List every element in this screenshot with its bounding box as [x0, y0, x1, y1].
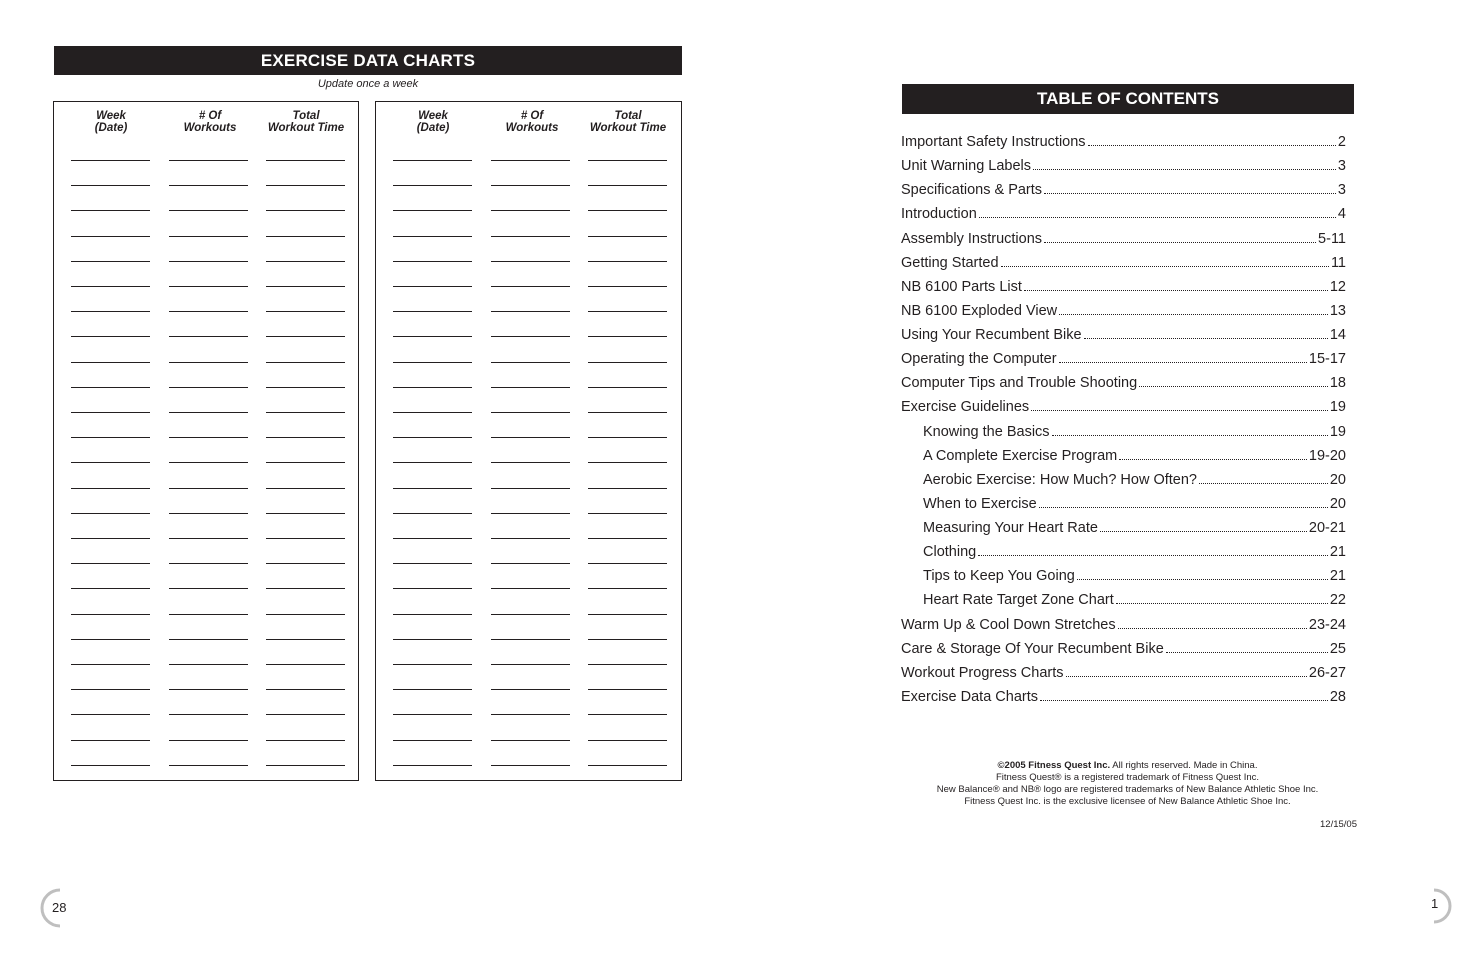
blank-entry-line[interactable]	[71, 236, 150, 237]
blank-entry-line[interactable]	[266, 261, 345, 262]
toc-dot-leader	[1024, 290, 1328, 291]
blank-entry-line[interactable]	[491, 588, 570, 589]
blank-entry-line[interactable]	[393, 362, 472, 363]
blank-entry-line[interactable]	[393, 488, 472, 489]
toc-dot-leader	[1001, 266, 1329, 267]
toc-entry-page: 20	[1329, 496, 1346, 512]
column-header-line1: Total	[614, 110, 642, 122]
toc-entry-title: Tips to Keep You Going	[923, 568, 1075, 584]
toc-dot-leader	[1066, 676, 1307, 677]
blank-entry-line[interactable]	[393, 185, 472, 186]
toc-entry-title: Unit Warning Labels	[901, 158, 1032, 174]
blank-entry-line[interactable]	[71, 488, 150, 489]
toc-entry[interactable]	[901, 371, 1346, 391]
blank-entry-line[interactable]	[169, 185, 248, 186]
blank-entry-line[interactable]	[266, 614, 345, 615]
blank-entry-line[interactable]	[266, 513, 345, 514]
blank-entry-line[interactable]	[169, 387, 248, 388]
toc-dot-leader	[1119, 459, 1307, 460]
toc-entry-page: 20	[1329, 472, 1346, 488]
toc-entry[interactable]	[901, 251, 1346, 271]
blank-entry-line[interactable]	[169, 689, 248, 690]
blank-entry-line[interactable]	[169, 311, 248, 312]
blank-entry-line[interactable]	[393, 311, 472, 312]
column-header-line2: (Date)	[94, 122, 128, 134]
blank-entry-line[interactable]	[71, 160, 150, 161]
blank-entry-line[interactable]	[393, 513, 472, 514]
toc-entry-page: 19-20	[1308, 448, 1346, 464]
toc-entry-page: 19	[1329, 399, 1346, 415]
blank-entry-line[interactable]	[588, 236, 667, 237]
blank-entry-line[interactable]	[169, 261, 248, 262]
blank-entry-line[interactable]	[588, 513, 667, 514]
toc-entry-title: Operating the Computer	[901, 351, 1057, 367]
blank-entry-line[interactable]	[266, 538, 345, 539]
blank-entry-line[interactable]	[266, 362, 345, 363]
blank-entry-line[interactable]	[588, 286, 667, 287]
blank-entry-line[interactable]	[588, 740, 667, 741]
toc-entry-page: 20-21	[1308, 520, 1346, 536]
toc-entry-page: 13	[1329, 303, 1346, 319]
blank-entry-line[interactable]	[491, 488, 570, 489]
blank-entry-line[interactable]	[393, 437, 472, 438]
blank-entry-line[interactable]	[588, 311, 667, 312]
blank-entry-line[interactable]	[266, 462, 345, 463]
blank-entry-line[interactable]	[393, 462, 472, 463]
blank-entry-line[interactable]	[266, 765, 345, 766]
toc-dot-leader	[1199, 483, 1328, 484]
toc-dot-leader	[978, 555, 1328, 556]
column-header-line1: Week	[96, 110, 126, 122]
blank-entry-line[interactable]	[71, 740, 150, 741]
blank-entry-line[interactable]	[169, 563, 248, 564]
toc-dot-leader	[1077, 579, 1328, 580]
column-header-line2: Workouts	[505, 122, 559, 134]
toc-entry-title: Introduction	[901, 206, 977, 222]
column-header-line1: # Of	[520, 110, 544, 122]
blank-entry-line[interactable]	[266, 185, 345, 186]
blank-entry-line[interactable]	[169, 437, 248, 438]
toc-entry-page: 26-27	[1308, 665, 1346, 681]
revision-date: 12/15/05	[1320, 819, 1357, 830]
blank-entry-line[interactable]	[169, 236, 248, 237]
toc-entry-page: 12	[1329, 279, 1346, 295]
blank-entry-line[interactable]	[588, 160, 667, 161]
blank-entry-line[interactable]	[71, 689, 150, 690]
blank-entry-line[interactable]	[266, 286, 345, 287]
blank-entry-line[interactable]	[491, 689, 570, 690]
toc-dot-leader	[1044, 193, 1336, 194]
toc-entry-page: 4	[1337, 206, 1346, 222]
toc-entry[interactable]	[923, 468, 1346, 488]
blank-entry-line[interactable]	[266, 740, 345, 741]
toc-entry[interactable]	[923, 420, 1346, 440]
blank-entry-line[interactable]	[266, 311, 345, 312]
blank-entry-line[interactable]	[71, 311, 150, 312]
toc-dot-leader	[1166, 652, 1328, 653]
blank-entry-line[interactable]	[588, 362, 667, 363]
blank-entry-line[interactable]	[491, 362, 570, 363]
blank-entry-line[interactable]	[491, 185, 570, 186]
blank-entry-line[interactable]	[588, 387, 667, 388]
blank-entry-line[interactable]	[169, 588, 248, 589]
blank-entry-line[interactable]	[491, 462, 570, 463]
blank-entry-line[interactable]	[588, 538, 667, 539]
blank-entry-line[interactable]	[169, 765, 248, 766]
blank-entry-line[interactable]	[71, 185, 150, 186]
blank-entry-line[interactable]	[588, 614, 667, 615]
toc-entry[interactable]	[901, 395, 1346, 415]
blank-entry-line[interactable]	[588, 462, 667, 463]
toc-entry-page: 21	[1329, 544, 1346, 560]
toc-entry-page: 15-17	[1308, 351, 1346, 367]
blank-entry-line[interactable]	[71, 664, 150, 665]
blank-entry-line[interactable]	[169, 740, 248, 741]
blank-entry-line[interactable]	[266, 412, 345, 413]
toc-dot-leader	[1052, 435, 1328, 436]
blank-entry-line[interactable]	[169, 513, 248, 514]
blank-entry-line[interactable]	[169, 210, 248, 211]
blank-entry-line[interactable]	[491, 160, 570, 161]
toc-dot-leader	[1100, 531, 1307, 532]
blank-entry-line[interactable]	[71, 563, 150, 564]
column-header	[482, 110, 582, 134]
toc-entry-title: When to Exercise	[923, 496, 1037, 512]
toc-dot-leader	[1059, 362, 1307, 363]
exercise-data-subtitle: Update once a week	[317, 78, 419, 90]
blank-entry-line[interactable]	[169, 336, 248, 337]
toc-dot-leader	[1084, 338, 1328, 339]
toc-dot-leader	[1059, 314, 1328, 315]
blank-entry-line[interactable]	[588, 412, 667, 413]
blank-entry-line[interactable]	[266, 488, 345, 489]
column-header-line2: Workouts	[183, 122, 237, 134]
blank-entry-line[interactable]	[393, 261, 472, 262]
toc-entry-title: Computer Tips and Trouble Shooting	[901, 375, 1138, 391]
toc-entry[interactable]	[901, 275, 1346, 295]
toc-entry[interactable]	[901, 347, 1346, 367]
blank-entry-line[interactable]	[71, 261, 150, 262]
blank-entry-line[interactable]	[491, 614, 570, 615]
blank-entry-line[interactable]	[169, 714, 248, 715]
blank-entry-line[interactable]	[491, 538, 570, 539]
column-header	[578, 110, 678, 134]
toc-dot-leader	[1116, 603, 1328, 604]
toc-entry-title: NB 6100 Parts List	[901, 279, 1022, 295]
toc-entry[interactable]	[923, 564, 1346, 584]
trademark-line-1: Fitness Quest® is a registered trademark of Fitness Quest Inc.	[995, 772, 1260, 783]
toc-entry-title: Important Safety Instructions	[901, 134, 1086, 150]
blank-entry-line[interactable]	[393, 588, 472, 589]
toc-dot-leader	[1033, 169, 1336, 170]
blank-entry-line[interactable]	[393, 236, 472, 237]
blank-entry-line[interactable]	[393, 689, 472, 690]
blank-entry-line[interactable]	[491, 412, 570, 413]
blank-entry-line[interactable]	[393, 614, 472, 615]
toc-entry-title: Heart Rate Target Zone Chart	[923, 592, 1114, 608]
exercise-log-table-right	[375, 101, 682, 781]
toc-entry-title: Exercise Data Charts	[901, 689, 1038, 705]
blank-entry-line[interactable]	[491, 740, 570, 741]
blank-entry-line[interactable]	[588, 689, 667, 690]
copyright-line: ©2005 Fitness Quest Inc. All rights reserved. Made in China.	[997, 760, 1258, 771]
exercise-data-charts-banner: EXERCISE DATA CHARTS	[54, 46, 682, 75]
toc-entry-page: 23-24	[1308, 617, 1346, 633]
column-header-line2: Workout Time	[589, 122, 667, 134]
blank-entry-line[interactable]	[71, 362, 150, 363]
blank-entry-line[interactable]	[266, 689, 345, 690]
blank-entry-line[interactable]	[266, 160, 345, 161]
blank-entry-line[interactable]	[169, 488, 248, 489]
toc-entry-page: 28	[1329, 689, 1346, 705]
toc-dot-leader	[1118, 628, 1307, 629]
blank-entry-line[interactable]	[491, 336, 570, 337]
blank-entry-line[interactable]	[491, 664, 570, 665]
blank-entry-line[interactable]	[491, 286, 570, 287]
legal-notice	[880, 760, 1375, 808]
toc-entry[interactable]	[901, 299, 1346, 319]
trademark-line-2: New Balance® and NB® logo are registered trademarks of New Balance Athletic Shoe Inc.	[936, 784, 1319, 795]
blank-entry-line[interactable]	[169, 412, 248, 413]
toc-entry[interactable]	[923, 444, 1346, 464]
toc-entry-page: 25	[1329, 641, 1346, 657]
toc-entry-title: Getting Started	[901, 255, 999, 271]
toc-entry-page: 22	[1329, 592, 1346, 608]
blank-entry-line[interactable]	[588, 588, 667, 589]
blank-entry-line[interactable]	[71, 639, 150, 640]
blank-entry-line[interactable]	[71, 588, 150, 589]
exercise-log-table-left	[53, 101, 359, 781]
blank-entry-line[interactable]	[169, 639, 248, 640]
blank-entry-line[interactable]	[71, 437, 150, 438]
blank-entry-line[interactable]	[393, 563, 472, 564]
toc-dot-leader	[1044, 242, 1316, 243]
blank-entry-line[interactable]	[393, 639, 472, 640]
toc-entry-title: Assembly Instructions	[901, 231, 1043, 247]
toc-entry[interactable]	[901, 130, 1346, 150]
blank-entry-line[interactable]	[71, 538, 150, 539]
toc-entry-title: Using Your Recumbent Bike	[901, 327, 1082, 343]
table-of-contents-banner: TABLE OF CONTENTS	[902, 84, 1354, 114]
blank-entry-line[interactable]	[588, 714, 667, 715]
blank-entry-line[interactable]	[266, 210, 345, 211]
blank-entry-line[interactable]	[169, 362, 248, 363]
blank-entry-line[interactable]	[393, 538, 472, 539]
toc-entry[interactable]	[901, 202, 1346, 222]
toc-entry-page: 11	[1330, 255, 1346, 271]
column-header	[383, 110, 483, 134]
blank-entry-line[interactable]	[266, 336, 345, 337]
blank-entry-line[interactable]	[71, 765, 150, 766]
blank-entry-line[interactable]	[71, 412, 150, 413]
toc-entry-page: 3	[1337, 158, 1346, 174]
column-header	[160, 110, 260, 134]
column-header	[256, 110, 356, 134]
column-header-line1: Week	[418, 110, 448, 122]
toc-entry[interactable]	[923, 588, 1346, 608]
toc-entry-title: Specifications & Parts	[901, 182, 1043, 198]
blank-entry-line[interactable]	[491, 714, 570, 715]
license-line: Fitness Quest Inc. is the exclusive licensee of New Balance Athletic Shoe Inc.	[964, 796, 1291, 807]
toc-entry[interactable]	[901, 613, 1346, 633]
blank-entry-line[interactable]	[393, 160, 472, 161]
blank-entry-line[interactable]	[169, 160, 248, 161]
blank-entry-line[interactable]	[169, 538, 248, 539]
blank-entry-line[interactable]	[393, 714, 472, 715]
toc-entry-title: Knowing the Basics	[923, 424, 1050, 440]
toc-entry[interactable]	[901, 178, 1346, 198]
blank-entry-line[interactable]	[393, 740, 472, 741]
toc-dot-leader	[1088, 145, 1336, 146]
blank-entry-line[interactable]	[491, 311, 570, 312]
blank-entry-line[interactable]	[266, 664, 345, 665]
toc-dot-leader	[1039, 507, 1328, 508]
toc-entry-page: 21	[1329, 568, 1346, 584]
blank-entry-line[interactable]	[393, 286, 472, 287]
blank-entry-line[interactable]	[588, 185, 667, 186]
column-header-line1: Total	[292, 110, 320, 122]
blank-entry-line[interactable]	[71, 286, 150, 287]
blank-entry-line[interactable]	[588, 210, 667, 211]
blank-entry-line[interactable]	[491, 236, 570, 237]
toc-entry-title: Warm Up & Cool Down Stretches	[901, 617, 1116, 633]
blank-entry-line[interactable]	[71, 336, 150, 337]
page-number-right: 1	[1431, 896, 1439, 911]
blank-entry-line[interactable]	[491, 210, 570, 211]
blank-entry-line[interactable]	[266, 387, 345, 388]
blank-entry-line[interactable]	[71, 387, 150, 388]
column-header-line2: (Date)	[416, 122, 450, 134]
blank-entry-line[interactable]	[71, 614, 150, 615]
blank-entry-line[interactable]	[393, 210, 472, 211]
toc-entry-title: A Complete Exercise Program	[923, 448, 1118, 464]
blank-entry-line[interactable]	[71, 462, 150, 463]
blank-entry-line[interactable]	[491, 387, 570, 388]
toc-entry[interactable]	[923, 492, 1346, 512]
toc-entry-title: Care & Storage Of Your Recumbent Bike	[901, 641, 1164, 657]
toc-entry-title: Measuring Your Heart Rate	[923, 520, 1098, 536]
blank-entry-line[interactable]	[491, 639, 570, 640]
blank-entry-line[interactable]	[491, 513, 570, 514]
blank-entry-line[interactable]	[71, 714, 150, 715]
toc-entry-title: Exercise Guidelines	[901, 399, 1030, 415]
toc-entry[interactable]	[901, 685, 1346, 705]
toc-entry-page: 3	[1337, 182, 1346, 198]
blank-entry-line[interactable]	[393, 387, 472, 388]
blank-entry-line[interactable]	[266, 437, 345, 438]
blank-entry-line[interactable]	[169, 462, 248, 463]
column-header	[61, 110, 161, 134]
toc-dot-leader	[1139, 386, 1328, 387]
column-header-line2: Workout Time	[267, 122, 345, 134]
blank-entry-line[interactable]	[393, 664, 472, 665]
toc-dot-leader	[1040, 700, 1328, 701]
toc-entry-page: 18	[1329, 375, 1346, 391]
toc-dot-leader	[979, 217, 1336, 218]
blank-entry-line[interactable]	[169, 664, 248, 665]
blank-entry-line[interactable]	[491, 563, 570, 564]
toc-entry[interactable]	[923, 540, 1346, 560]
toc-entry-title: Workout Progress Charts	[901, 665, 1064, 681]
blank-entry-line[interactable]	[266, 714, 345, 715]
toc-entry[interactable]	[901, 661, 1346, 681]
blank-entry-line[interactable]	[266, 236, 345, 237]
blank-entry-line[interactable]	[588, 664, 667, 665]
toc-entry[interactable]	[901, 323, 1346, 343]
blank-entry-line[interactable]	[71, 210, 150, 211]
blank-entry-line[interactable]	[393, 765, 472, 766]
blank-entry-line[interactable]	[588, 488, 667, 489]
blank-entry-line[interactable]	[588, 639, 667, 640]
toc-entry-title: Aerobic Exercise: How Much? How Often?	[923, 472, 1197, 488]
toc-entry[interactable]	[901, 637, 1346, 657]
toc-entry-page: 5-11	[1318, 231, 1346, 247]
page-number-left: 28	[52, 900, 67, 915]
blank-entry-line[interactable]	[588, 336, 667, 337]
blank-entry-line[interactable]	[266, 639, 345, 640]
blank-entry-line[interactable]	[169, 286, 248, 287]
blank-entry-line[interactable]	[71, 513, 150, 514]
toc-entry-page: 14	[1329, 327, 1346, 343]
toc-entry-title: NB 6100 Exploded View	[901, 303, 1058, 319]
blank-entry-line[interactable]	[588, 765, 667, 766]
toc-entry-title: Clothing	[923, 544, 977, 560]
blank-entry-line[interactable]	[491, 261, 570, 262]
column-header-line1: # Of	[198, 110, 222, 122]
toc-entry-page: 19	[1329, 424, 1346, 440]
blank-entry-line[interactable]	[491, 765, 570, 766]
blank-entry-line[interactable]	[588, 261, 667, 262]
blank-entry-line[interactable]	[588, 437, 667, 438]
toc-entry[interactable]	[901, 227, 1346, 247]
blank-entry-line[interactable]	[588, 563, 667, 564]
blank-entry-line[interactable]	[266, 563, 345, 564]
toc-entry[interactable]	[923, 516, 1346, 536]
blank-entry-line[interactable]	[169, 614, 248, 615]
blank-entry-line[interactable]	[393, 336, 472, 337]
toc-dot-leader	[1031, 410, 1328, 411]
toc-entry-page: 2	[1337, 134, 1346, 150]
blank-entry-line[interactable]	[266, 588, 345, 589]
blank-entry-line[interactable]	[491, 437, 570, 438]
blank-entry-line[interactable]	[393, 412, 472, 413]
toc-entry[interactable]	[901, 154, 1346, 174]
